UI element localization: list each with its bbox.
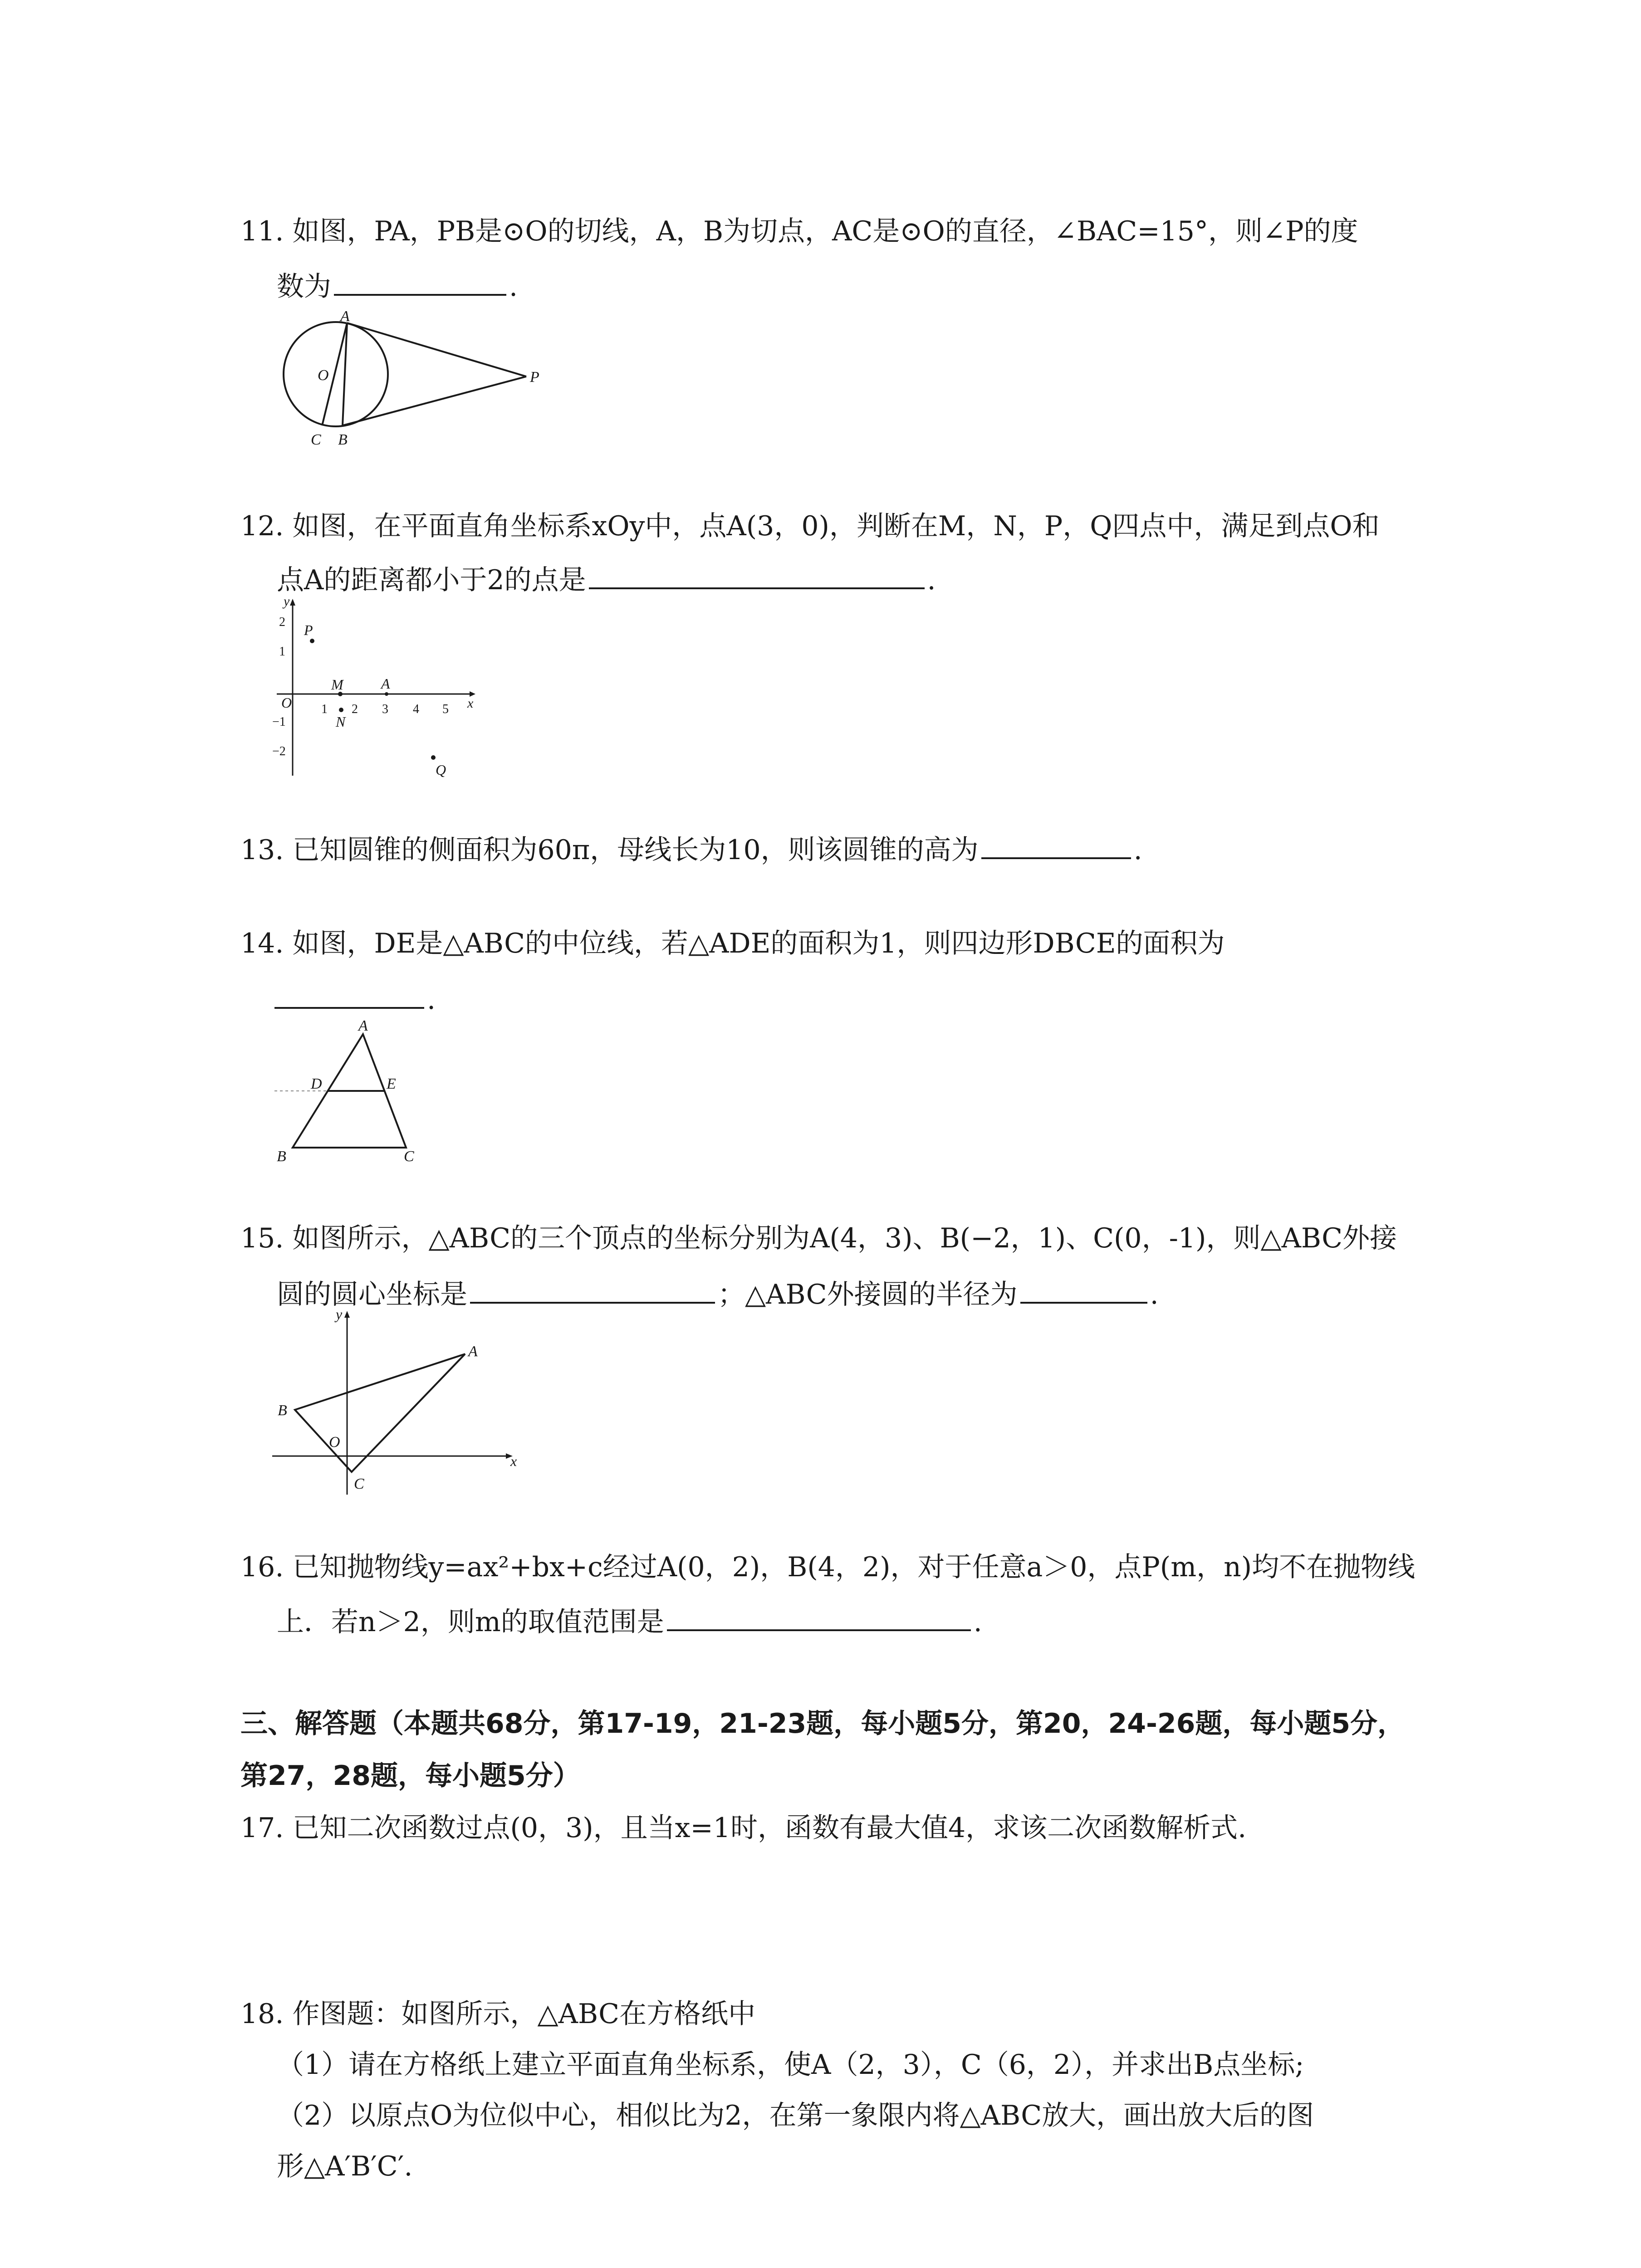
q14-label-d: D (311, 1075, 322, 1092)
q11-number: 11. (240, 215, 284, 247)
q14-number: 14. (240, 928, 284, 959)
q12-tick-x2: 2 (352, 702, 358, 716)
q15-text-line2b: ；△ABC外接圆的半径为 (718, 1279, 1018, 1310)
q12-tick-x1: 1 (321, 702, 328, 716)
q12-text-line2: 点A的距离都小于2的点是 (277, 564, 586, 596)
q16-line2 (277, 1602, 982, 1640)
q12-answer-blank[interactable] (589, 560, 925, 589)
q12-point-q (431, 755, 436, 760)
q15-label-b: B (278, 1402, 287, 1419)
q12-label-q: Q (436, 762, 446, 778)
q12-tick-ym2: −2 (272, 744, 286, 758)
q12-period: . (927, 564, 936, 596)
q12-label-a: A (381, 675, 390, 692)
q17-number: 17. (240, 1812, 284, 1844)
q12-label-y: y (284, 594, 290, 609)
q18-line3: （2）以原点O为位似中心，相似比为2，在第一象限内将△ABC放大，画出放大后的图 (277, 2100, 1314, 2131)
q11-label-a: A (340, 308, 350, 325)
q15-label-a: A (468, 1343, 478, 1360)
q12-tick-ym1: −1 (272, 715, 286, 729)
q14-figure (268, 1016, 440, 1166)
q14-label-a: A (358, 1017, 368, 1034)
q12-tick-x4: 4 (413, 702, 419, 716)
q15-label-x: x (510, 1453, 517, 1469)
q11-circle (284, 322, 388, 426)
q16-line1 (240, 1549, 1415, 1585)
q11-figure (272, 308, 563, 454)
q15-figure (268, 1306, 522, 1497)
q11-label-o: O (318, 367, 329, 384)
q14-line1 (240, 925, 1225, 962)
q14-label-e: E (387, 1075, 396, 1092)
q12-point-n (339, 708, 343, 712)
q12-y-arrow (290, 599, 295, 606)
q11-text-line2: 数为 (277, 271, 331, 303)
q12-label-x: x (467, 696, 474, 711)
q11-tangent-pa (347, 323, 526, 376)
q14-text-line1: 如图，DE是△ABC的中位线，若△ADE的面积为1，则四边形DBCE的面积为 (292, 928, 1225, 959)
q13-period: . (1133, 834, 1142, 866)
q14-period: . (427, 984, 436, 1016)
section3-heading-line2: 第27，28题，每小题5分） (240, 1760, 580, 1792)
q15-label-o: O (329, 1434, 340, 1451)
q16-text-line2: 上．若n＞2，则m的取值范围是 (277, 1606, 664, 1638)
q11-answer-blank[interactable] (334, 267, 506, 296)
q12-line1 (240, 508, 1380, 544)
q14-label-c: C (404, 1148, 414, 1165)
q14-answer-blank[interactable] (274, 980, 424, 1009)
q13-number: 13. (240, 834, 284, 866)
q11-label-b: B (338, 431, 348, 448)
q12-label-o: O (281, 694, 292, 711)
q15-y-arrow (344, 1311, 350, 1318)
q15-period: . (1150, 1279, 1159, 1310)
q15-radius-blank[interactable] (1020, 1275, 1147, 1304)
q12-label-m: M (331, 676, 343, 693)
q15-text-line2a: 圆的圆心坐标是 (277, 1279, 467, 1310)
q12-figure (268, 594, 481, 785)
q16-answer-blank[interactable] (667, 1602, 971, 1631)
q14-label-b: B (277, 1148, 286, 1165)
q17-line1 (240, 1810, 1246, 1846)
q15-line1 (240, 1220, 1397, 1256)
q12-tick-x3: 3 (382, 702, 388, 716)
q15-text-line1: 如图所示，△ABC的三个顶点的坐标分别为A(4，3)、B(−2，1)、C(0，-1)，则△ABC外接 (292, 1222, 1397, 1254)
q12-label-p: P (304, 622, 313, 638)
q18-line4: 形△A′B′C′. (277, 2151, 413, 2182)
q11-period: . (509, 271, 518, 303)
q13-answer-blank[interactable] (981, 830, 1131, 859)
q15-number: 15. (240, 1222, 284, 1254)
q18-text-line1: 作图题：如图所示，△ABC在方格纸中 (292, 1998, 756, 2030)
q12-point-p (310, 639, 314, 643)
q15-label-c: C (354, 1476, 364, 1492)
q12-tick-y2: 2 (279, 615, 285, 629)
q18-number: 18. (240, 1998, 284, 2030)
q12-text-line1: 如图，在平面直角坐标系xOy中，点A(3，0)，判断在M，N，P，Q四点中，满足到点O和 (292, 510, 1380, 542)
q15-label-y: y (336, 1306, 343, 1322)
q13-line1 (240, 830, 1142, 868)
q12-tick-y1: 1 (279, 645, 285, 659)
q15-triangle-abc (295, 1354, 465, 1472)
q13-text-line1: 已知圆锥的侧面积为60π，母线长为10，则该圆锥的高为 (292, 834, 979, 866)
q16-number: 16. (240, 1551, 284, 1583)
q11-tangent-pb (343, 376, 526, 425)
q15-center-blank[interactable] (470, 1275, 715, 1304)
q11-label-c: C (311, 431, 321, 448)
q18-line2: （1）请在方格纸上建立平面直角坐标系，使A（2，3），C（6，2），并求出B点坐标; (277, 2049, 1304, 2081)
q12-number: 12. (240, 510, 284, 542)
q18-line1 (240, 1996, 755, 2032)
section3-heading-line1: 三、解答题（本题共68分，第17-19，21-23题，每小题5分，第20，24-26题，每小题5分， (240, 1708, 1405, 1740)
q11-line1 (240, 213, 1358, 249)
q12-point-a (385, 692, 388, 696)
q11-text-line1: 如图，PA，PB是⊙O的切线，A，B为切点，AC是⊙O的直径，∠BAC=15°，则∠P的度 (292, 215, 1358, 247)
q12-tick-x5: 5 (442, 702, 449, 716)
q12-label-n: N (336, 714, 346, 730)
q11-line2 (277, 267, 518, 305)
q16-period: . (973, 1606, 982, 1638)
q11-label-p: P (530, 369, 539, 386)
q17-text-line1: 已知二次函数过点(0，3)，且当x=1时，函数有最大值4，求该二次函数解析式. (292, 1812, 1247, 1844)
q14-line2 (274, 980, 436, 1018)
q12-line2 (277, 560, 936, 598)
q16-text-line1: 已知抛物线y=ax²+bx+c经过A(0，2)，B(4，2)，对于任意a＞0，点P(m，n)均不在抛物线 (292, 1551, 1416, 1583)
